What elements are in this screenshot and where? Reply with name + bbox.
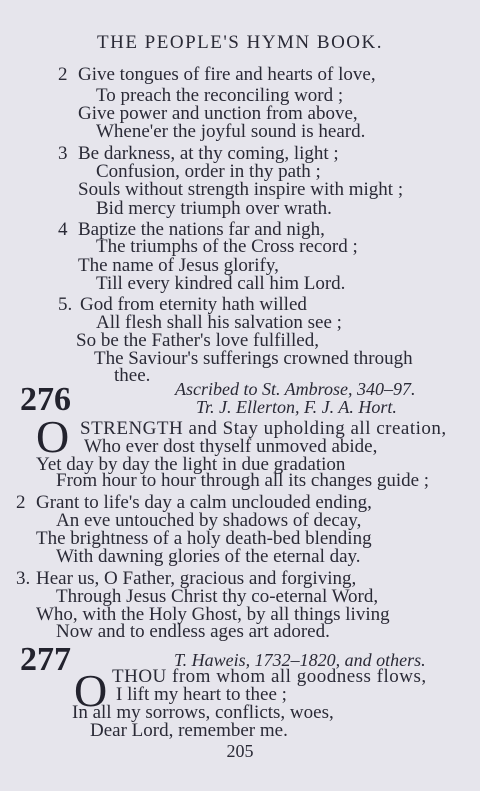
hymn-number: 276 [20,381,71,418]
verse-line: Hear us, O Father, gracious and forgiving, [36,568,357,589]
stanza-number: 3. [16,568,31,589]
running-header: THE PEOPLE'S HYMN BOOK. [97,32,383,53]
verse-line: Confusion, order in thy path ; [96,161,321,182]
verse-line: The name of Jesus glorify, [78,255,279,276]
verse-line: Yet day by day the light in due gradation [36,454,346,475]
verse-line: In all my sorrows, conflicts, woes, [72,702,334,723]
verse-line: Grant to life's day a calm unclouded ending, [36,492,372,513]
verse-line: Who, with the Holy Ghost, by all things living [36,604,390,625]
verse-line: Whene'er the joyful sound is heard. [96,121,366,142]
verse-line: Be darkness, at thy coming, light ; [78,143,339,164]
verse-line: The brightness of a holy death-bed blending [36,528,372,549]
verse-line: Bid mercy triumph over wrath. [96,198,332,219]
verse-line: STRENGTH and Stay upholding all creation, [80,418,447,439]
stanza-number: 4 [58,219,68,240]
stanza-number: 2 [58,64,68,85]
hymn-number: 277 [20,641,71,678]
verse-line: From hour to hour through all its changes guide ; [56,470,430,491]
hymn-attribution: Ascribed to St. Ambrose, 340–97. [175,379,416,399]
page-number: 205 [226,741,254,761]
hymn-translators: Tr. J. Ellerton, F. J. A. Hort. [196,397,397,417]
verse-line: An eve untouched by shadows of decay, [56,510,362,531]
stanza-number: 3 [58,143,68,164]
drop-cap: O [36,411,70,462]
verse-line: The Saviour's sufferings crowned through [94,348,413,369]
stanza-number: 2 [16,492,26,513]
verse-line: Souls without strength inspire with might ; [78,179,404,200]
verse-line: Dear Lord, remember me. [90,720,288,741]
verse-line: Till every kindred call him Lord. [96,273,346,294]
hymn-attribution: T. Haweis, 1732–1820, and others. [174,650,426,670]
verse-line: The triumphs of the Cross record ; [96,236,358,257]
verse-line: Give tongues of fire and hearts of love, [78,64,376,85]
verse-line: Baptize the nations far and nigh, [78,219,325,240]
drop-cap: O [74,665,108,716]
verse-line: So be the Father's love fulfilled, [76,330,319,351]
verse-line: Through Jesus Christ thy co-eternal Word, [56,586,379,607]
verse-line: Now and to endless ages art adored. [56,621,330,642]
verse-line: With dawning glories of the eternal day. [56,546,361,567]
verse-line: Give power and unction from above, [78,103,358,124]
verse-line: All flesh shall his salvation see ; [96,312,342,333]
verse-line: thee. [114,365,151,386]
stanza-number: 5. [58,294,73,315]
verse-line: To preach the reconciling word ; [96,85,344,106]
verse-line: I lift my heart to thee ; [116,684,287,705]
verse-line: Who ever dost thyself unmoved abide, [84,436,378,457]
verse-line: THOU from whom all goodness flows, [112,666,427,687]
verse-line: God from eternity hath willed [80,294,307,315]
